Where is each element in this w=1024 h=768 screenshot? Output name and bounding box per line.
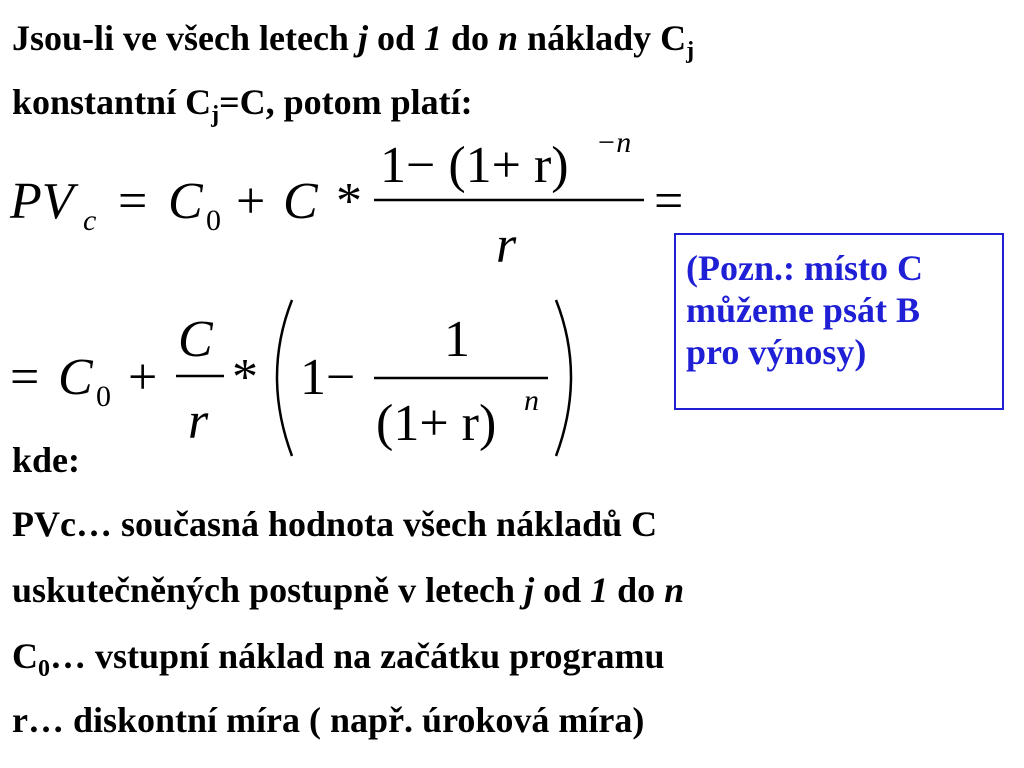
- intro-line-1: Jsou-li ve všech letech j od 1 do n náklady $C_j$: [12, 18, 695, 64]
- c0-symbol-2: C: [58, 349, 93, 406]
- leading-equals: =: [10, 349, 40, 406]
- inner-exponent: n: [524, 384, 539, 417]
- c-over-r-numerator: C: [178, 311, 213, 368]
- definition-r: r… diskontní míra ( např. úroková míra): [12, 700, 645, 740]
- left-parenthesis: [277, 300, 292, 456]
- where-label: kde:: [12, 440, 81, 480]
- star-sign: *: [336, 173, 362, 230]
- definition-pvc: PVc… současná hodnota všech nákladů C: [12, 504, 658, 544]
- fraction-denominator: r: [496, 217, 517, 274]
- formula-2: [10, 300, 571, 456]
- star-sign-2: *: [232, 349, 258, 406]
- note-line-3: pro výnosy): [686, 332, 867, 372]
- equals-sign: =: [118, 173, 148, 230]
- plus-sign-2: +: [128, 349, 158, 406]
- c0-subscript-2: 0: [96, 380, 111, 413]
- formula-1: [9, 126, 683, 274]
- intro-line-2: konstantní $C_j=C$, potom platí:: [12, 82, 473, 128]
- definition-c0: $C_0\dots$ vstupní náklad na začátku programu: [12, 636, 665, 682]
- c-symbol: C: [283, 173, 318, 230]
- c0-subscript: 0: [206, 204, 221, 237]
- numerator-exponent: −n: [596, 126, 632, 159]
- pv-symbol: PV: [10, 173, 74, 230]
- c0-symbol: C: [168, 173, 203, 230]
- inner-denominator: (1+ r): [376, 395, 497, 452]
- c-over-r-denominator: r: [188, 393, 209, 450]
- inner-numerator: 1: [444, 311, 470, 368]
- definition-pvc-continued: uskutečněných postupně v letech j od 1 do n: [12, 570, 685, 610]
- note-box: [674, 233, 1004, 410]
- note-line-1: (Pozn.: místo C: [686, 248, 923, 288]
- plus-sign: +: [236, 173, 266, 230]
- fraction-numerator: 1− (1+ r): [380, 137, 569, 194]
- note-line-2: můžeme psát B: [686, 290, 920, 330]
- right-parenthesis: [556, 300, 571, 456]
- one-minus: 1−: [300, 349, 356, 406]
- pv-subscript: c: [83, 204, 97, 237]
- trailing-equals: =: [654, 173, 684, 230]
